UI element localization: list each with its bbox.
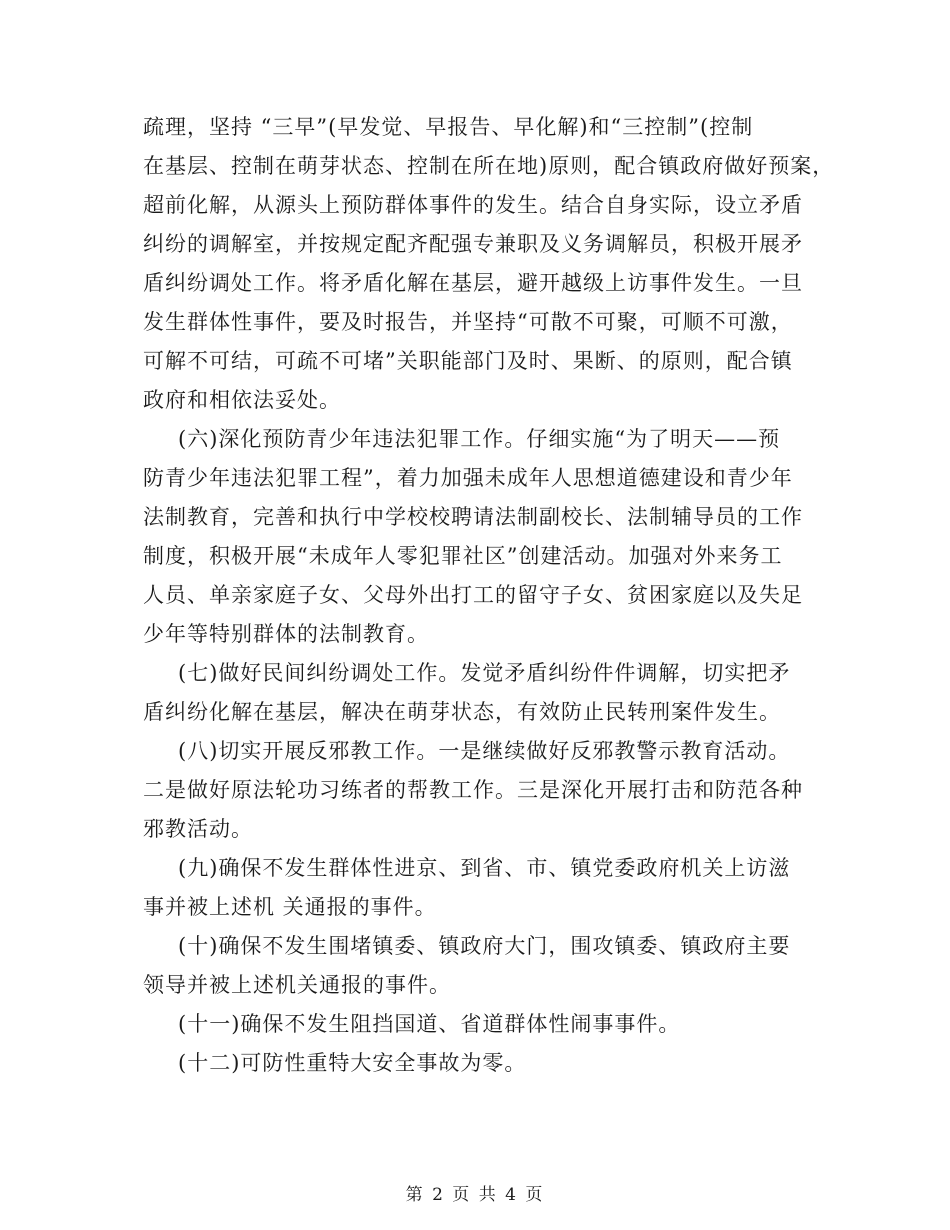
page-footer: 第 2 页 共 4 页 (405, 1185, 545, 1205)
paragraph-heading: (九)确保不发生群体性进京、到省、市、镇党委政府机关上访滋 (178, 856, 791, 880)
text-line: 少年等特别群体的法制教育。 (143, 622, 429, 646)
text-line: 盾纠纷化解在基层，解决在萌芽状态，有效防止民转刑案件发生。 (143, 700, 781, 724)
text-line: 人员、单亲家庭子女、父母外出打工的留守子女、贫困家庭以及失足 (143, 583, 803, 607)
text-line: 疏理，坚持 “三早”(早发觉、早报告、早化解)和“三控制”(控制 (143, 115, 754, 139)
text-line: 在基层、控制在萌芽状态、控制在所在地)原则，配合镇政府做好预案， (143, 154, 835, 178)
text-line: 二是做好原法轮功习练者的帮教工作。三是深化开展打击和防范各种 (143, 778, 803, 802)
paragraph-heading: (十)确保不发生围堵镇委、镇政府大门，围攻镇委、镇政府主要 (178, 934, 791, 958)
text-line: 邪教活动。 (143, 817, 253, 841)
text-line: 可解不可结，可疏不可堵”关职能部门及时、果断、的原则，配合镇 (143, 349, 793, 373)
text-line: 政府和相依法妥处。 (143, 388, 341, 412)
text-line: 超前化解，从源头上预防群体事件的发生。结合自身实际，设立矛盾 (143, 193, 803, 217)
text-line: 事并被上述机 关通报的事件。 (143, 895, 437, 919)
text-line: 纠纷的调解室，并按规定配齐配强专兼职及义务调解员，积极开展矛 (143, 232, 803, 256)
text-line: 防青少年违法犯罪工程”，着力加强未成年人思想道德建设和青少年 (143, 466, 793, 490)
paragraph-heading: (七)做好民间纠纷调处工作。发觉矛盾纠纷件件调解，切实把矛 (178, 661, 791, 685)
paragraph-heading: (十一)确保不发生阻挡国道、省道群体性闹事事件。 (178, 1012, 681, 1036)
text-line: 制度，积极开展“未成年人零犯罪社区”创建活动。加强对外来务工 (143, 544, 783, 568)
text-line: 盾纠纷调处工作。将矛盾化解在基层，避开越级上访事件发生。一旦 (143, 271, 803, 295)
paragraph-heading: (八)切实开展反邪教工作。一是继续做好反邪教警示教育活动。 (178, 739, 791, 763)
text-line: 法制教育，完善和执行中学校校聘请法制副校长、法制辅导员的工作 (143, 505, 803, 529)
text-line: 发生群体性事件，要及时报告，并坚持“可散不可聚，可顺不可激， (143, 310, 793, 334)
paragraph-heading: (六)深化预防青少年违法犯罪工作。仔细实施“为了明天——预 (178, 427, 781, 451)
text-line: 领导并被上述机关通报的事件。 (143, 973, 451, 997)
paragraph-heading: (十二)可防性重特大安全事故为零。 (178, 1051, 527, 1075)
